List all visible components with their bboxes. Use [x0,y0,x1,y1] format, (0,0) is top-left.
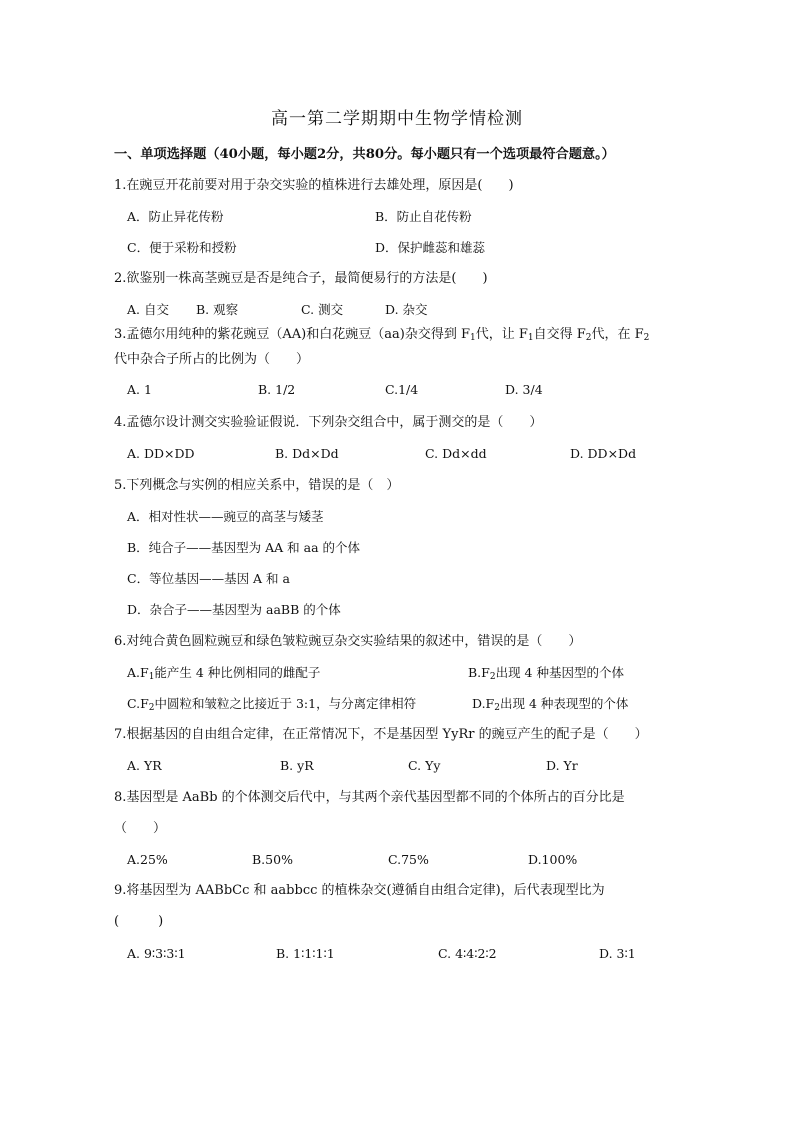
q7-option-b: B. yR [280,758,314,773]
question-1-stem: 1.在豌豆开花前要对用于杂交实验的植株进行去雄处理，原因是( ) [114,178,514,193]
q6-option-d: $D.F_2$出现 4 种表现型的个体 [472,696,629,713]
q8-option-a: A.25% [127,852,168,867]
question-9-stem: 9.将基因型为 AABbCc 和 aabbcc 的植株杂交(遵循自由组合定律)，后代表现型比为 [114,883,605,898]
q3-option-d: D. 3/4 [505,382,543,397]
question-6-stem: 6.对纯合黄色圆粒豌豆和绿色皱粒豌豆杂交实验结果的叙述中，错误的是（ ） [114,634,582,649]
question-4-stem: 4.孟德尔设计测交实验验证假说．下列杂交组合中，属于测交的是（ ） [114,415,543,430]
q9-option-d: D. 3∶1 [599,946,636,961]
q8-option-b: B.50% [252,852,293,867]
question-5-stem: 5.下列概念与实例的相应关系中，错误的是（ ） [114,478,400,493]
q1-option-d: D．保护雌蕊和雄蕊 [375,240,486,255]
q1-option-c: C．便于采粉和授粉 [127,240,237,255]
q5-option-c: C．等位基因——基因 A 和 a [127,571,290,586]
q9-option-c: C. 4∶4∶2∶2 [438,946,497,961]
q7-option-a: A. YR [127,758,162,773]
q5-option-d: D．杂合子——基因型为 aaBB 的个体 [127,602,341,617]
question-3-stem: 3.孟德尔用纯种的紫花豌豆（AA)和白花豌豆（aa)杂交得到 $F_1$代，让 $F_1$自交得 $F_2$代，在 $F_2$ [114,327,650,343]
q3-option-a: A. 1 [127,382,152,397]
q7-option-d: D. Yr [546,758,578,773]
q9-option-a: A. 9∶3∶3∶1 [127,946,186,961]
q6-option-a: $A.F_1$能产生 4 种比例相同的雌配子 [127,665,321,682]
question-8-stem-line2: （ ） [114,821,167,836]
question-3-stem-line2: 代中杂合子所占的比例为（ ） [114,352,310,367]
q5-option-a: A．相对性状——豌豆的高茎与矮茎 [127,509,324,524]
q8-option-c: C.75% [388,852,429,867]
q4-option-b: B. Dd×Dd [275,446,339,461]
q1-option-b: B．防止自花传粉 [375,209,472,224]
question-9-stem-line2: ( ) [114,914,164,929]
q2-option-d: D. 杂交 [385,302,428,317]
q4-option-a: A. DD×DD [127,446,195,461]
q2-option-c: C. 测交 [301,302,344,317]
question-8-stem: 8.基因型是 AaBb 的个体测交后代中，与其两个亲代基因型都不同的个体所占的百分比是 [114,790,625,805]
q3-option-c: C.1/4 [385,382,419,397]
q6-option-c: $C.F_2$中圆粒和皱粒之比接近于 3:1，与分离定律相符 [127,696,417,713]
q9-option-b: B. 1∶1∶1∶1 [276,946,335,961]
q3-option-b: B. 1/2 [258,382,296,397]
section-heading: 一、单项选择题（40小题，每小题2分，共80分。每小题只有一个选项最符合题意。） [114,147,615,162]
exam-title: 高一第二学期期中生物学情检测 [271,109,523,129]
q7-option-c: C. Yy [408,758,441,773]
question-7-stem: 7.根据基因的自由组合定律，在正常情况下，不是基因型 YyRr 的豌豆产生的配子是（ ） [114,727,648,742]
q8-option-d: D.100% [528,852,578,867]
q1-option-a: A．防止异花传粉 [127,209,224,224]
q4-option-c: C. Dd×dd [425,446,487,461]
q5-option-b: B．纯合子——基因型为 AA 和 aa 的个体 [127,540,361,555]
q2-option-a: A. 自交 [127,302,169,317]
q2-option-b: B. 观察 [196,302,239,317]
q4-option-d: D. DD×Dd [570,446,637,461]
q6-option-b: $B.F_2$出现 4 种基因型的个体 [468,665,624,682]
question-2-stem: 2.欲鉴别一株高茎豌豆是否是纯合子，最简便易行的方法是( ) [114,271,488,286]
